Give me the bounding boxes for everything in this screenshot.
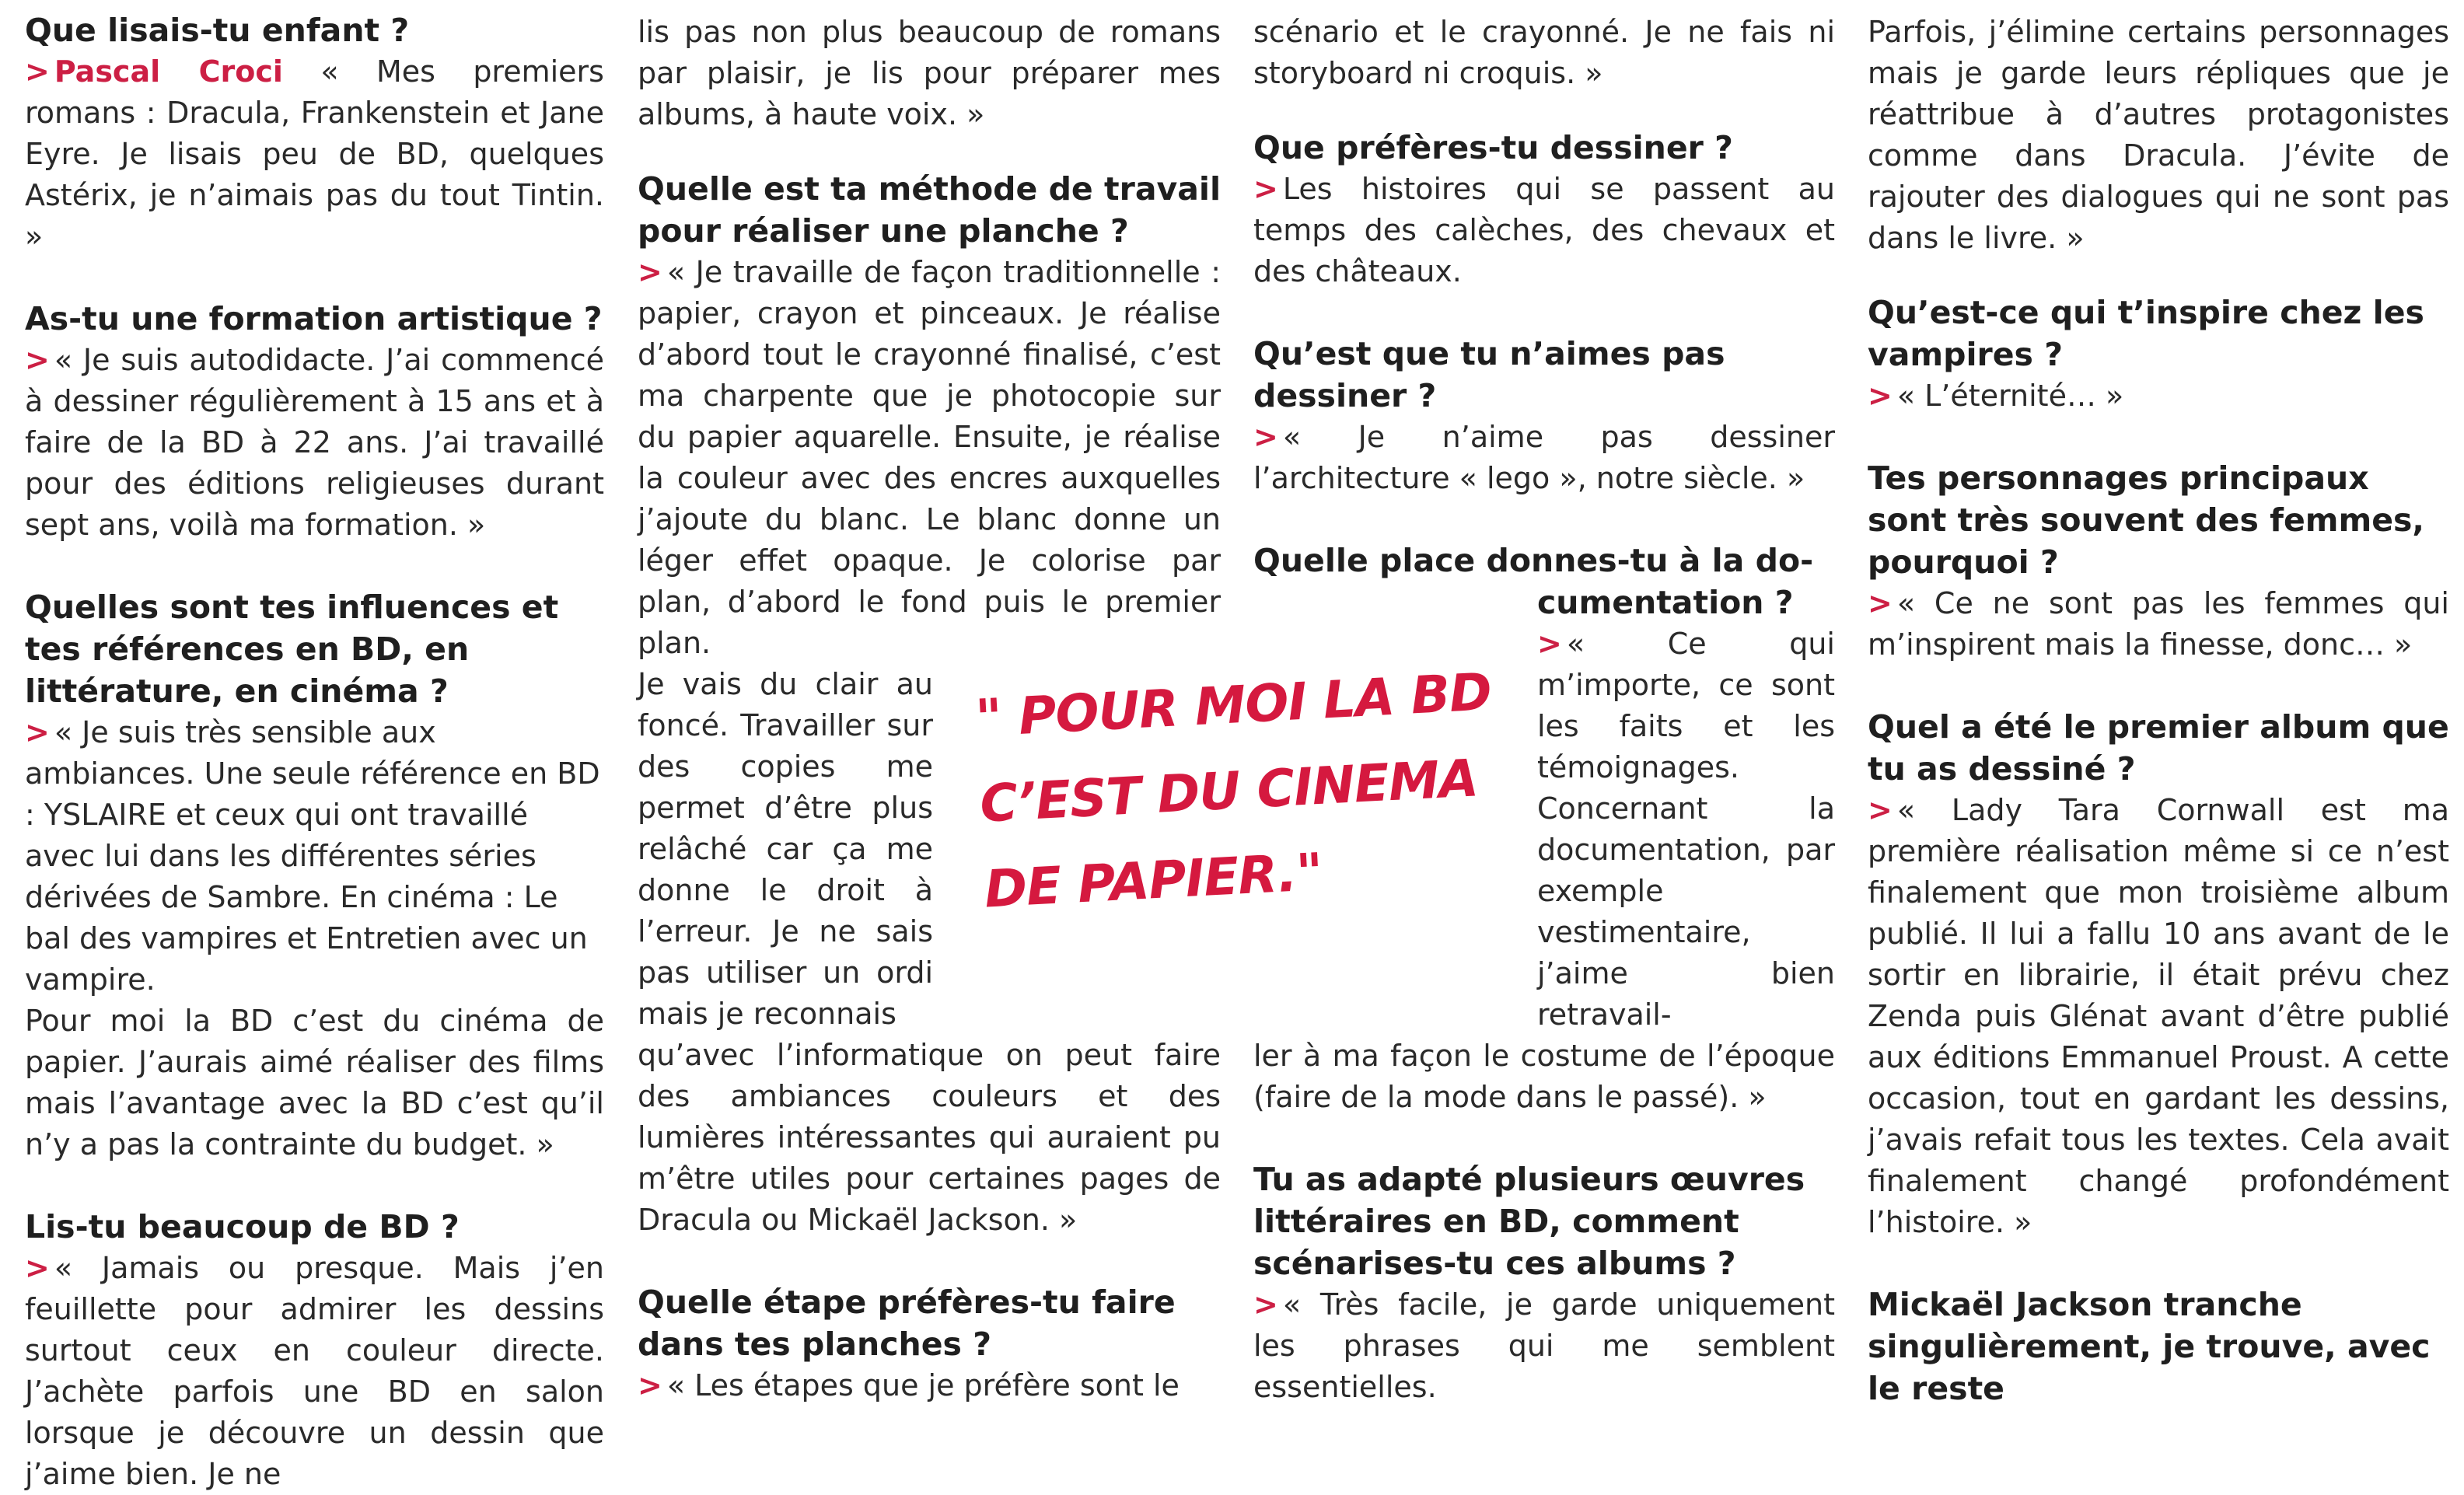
answer-paragraph: > « Lady Tara Cornwall est ma première réalisation même si ce n’est finalement que mon troisième album publié. Il lui a fallu 10 ans avant de le sortir en librairie, il était prévu chez Zenda puis Glénat avant d’être publié aux éditions Emmanuel Proust. A cette occasion, tout en gardant les dessins, j’avais refait tous les textes. Cela avait finalement changé profondément l’histoire. » xyxy=(1868,793,2449,1239)
question-heading: Quelle place donnes-tu à la do- xyxy=(1253,542,1814,579)
question-heading: Tes personnages principaux sont très souvent des femmes, pourquoi ? xyxy=(1868,459,2424,581)
arrow-icon: > xyxy=(1253,172,1278,206)
answer-paragraph: > « Je travaille de façon traditionnelle : papier, crayon et pinceaux. Je réalise d’abord tout le crayonné finalisé, c’est ma charpente que je photocopie sur du papier aquarelle. Ensuite, je réalise la couleur avec des encres auxquelles j’ajoute du blanc. Le blanc donne un léger effet opaque. Je colorise par plan, d’abord le fond puis le premier plan. xyxy=(638,255,1221,660)
answer-paragraph: > « Les étapes que je préfère sont le xyxy=(638,1368,1180,1402)
question-heading: Que lisais-tu enfant ? xyxy=(25,12,410,49)
question-heading: As-tu une formation artistique ? xyxy=(25,300,603,337)
answer-paragraph: > Pascal Croci « Mes premiers romans : Dracula, Frankenstein et Jane Eyre. Je lisais peu de BD, quelques Astérix, je n’aimais pas du tout Tintin. » xyxy=(25,54,604,253)
question-heading: Tu as adapté plusieurs œuvres littéraires en BD, comment scénarises-tu ces albums ? xyxy=(1253,1161,1805,1282)
arrow-icon: > xyxy=(1253,420,1278,454)
arrow-icon: > xyxy=(1868,379,1893,413)
question-heading: Quelle étape préfères-tu faire dans tes planches ? xyxy=(638,1284,1176,1363)
question-heading: Quelles sont tes influences et tes références en BD, en littérature, en cinéma ? xyxy=(25,589,559,710)
answer-paragraph: > « Ce ne sont pas les femmes qui m’inspirent mais la finesse, donc… » xyxy=(1868,586,2449,662)
arrow-icon: > xyxy=(638,1368,662,1402)
answer-paragraph: > « Je suis très sensible aux ambiances. Une seule référence en BD : YSLAIRE et ceux qui ont travaillé avec lui dans les différentes séries dérivées de Sambre. En cinéma : Le bal des vampires et Entretien avec un vampire. xyxy=(25,715,600,997)
answer-paragraph: ler à ma façon le costume de l’époque (faire de la mode dans le passé). » xyxy=(1253,1039,1835,1114)
arrow-icon: > xyxy=(1868,586,1893,620)
pull-quote-line: DE PAPIER." xyxy=(983,841,1324,920)
answer-paragraph: > « Je suis autodidacte. J’ai commencé à dessiner régulièrement à 15 ans et à faire de la BD à 22 ans. J’ai travaillé pour des éditions religieuses durant sept ans, voilà ma formation. » xyxy=(25,343,604,542)
question-heading: Quel a été le premier album que tu as dessiné ? xyxy=(1868,708,2449,788)
answer-paragraph: > « Jamais ou presque. Mais j’en feuillette pour admirer les dessins surtout ceux en couleur directe. J’achète parfois une BD en salon lorsque je découvre un dessin que j’aime bien. Je ne xyxy=(25,1251,604,1491)
question-heading: Qu’est-ce qui t’inspire chez les vampires ? xyxy=(1868,294,2424,373)
question-heading: Que préfères-tu dessiner ? xyxy=(1253,129,1733,166)
column-1 xyxy=(25,0,604,1495)
question-heading: Lis-tu beaucoup de BD ? xyxy=(25,1208,460,1245)
answer-paragraph-narrow: Je vais du clair au foncé. Travailler sur des copies me permet d’être plus relâché car ça me donne le droit à l’erreur. Je ne sais pas utiliser un ordi mais je reconnais xyxy=(638,667,933,1031)
arrow-icon: > xyxy=(25,1251,50,1285)
question-heading-cont: cumentation ? xyxy=(1537,584,1794,621)
answer-continuation: scénario et le crayonné. Je ne fais ni storyboard ni croquis. » xyxy=(1253,15,1835,90)
arrow-icon: > xyxy=(25,715,50,749)
answer-paragraph: > « Très facile, je garde uniquement les phrases qui me semblent essentielles. xyxy=(1253,1287,1835,1404)
answer-paragraph-narrow: > « Ce qui m’importe, ce sont les faits et les témoignages. Concernant la documentation, par exemple vestimentaire, j’aime bien retravail- xyxy=(1537,627,1835,1032)
column-4 xyxy=(1868,0,2449,1409)
answer-paragraph: qu’avec l’informatique on peut faire des ambiances couleurs et des lumières intéressantes qui auraient pu m’être utiles pour certaines pages de Dracula ou Mickaël Jackson. » xyxy=(638,1038,1221,1237)
question-heading: Quelle est ta méthode de travail pour réaliser une planche ? xyxy=(638,170,1221,250)
interviewee-name: Pascal Croci xyxy=(54,54,283,89)
arrow-icon: > xyxy=(638,255,662,289)
answer-paragraph: > Les histoires qui se passent au temps des calèches, des chevaux et des châteaux. xyxy=(1253,172,1835,288)
arrow-icon: > xyxy=(1253,1287,1278,1322)
answer-continuation: Parfois, j’élimine certains personnages mais je garde leurs répliques que je réattribue à d’autres protagonistes comme dans Dracula. J’évite de rajouter des dialogues qui ne sont pas dans le livre. » xyxy=(1868,15,2449,255)
answer-paragraph: > « L’éternité… » xyxy=(1868,379,2124,413)
pull-quote xyxy=(973,647,1546,932)
arrow-icon: > xyxy=(25,54,50,89)
arrow-icon: > xyxy=(1868,793,1893,827)
answer-continuation: lis pas non plus beaucoup de romans par plaisir, je lis pour préparer mes albums, à haute voix. » xyxy=(638,15,1221,131)
arrow-icon: > xyxy=(1537,627,1562,661)
question-heading: Qu’est que tu n’aimes pas dessiner ? xyxy=(1253,335,1725,414)
arrow-icon: > xyxy=(25,343,50,377)
pull-quote-line: C’EST DU CINEMA xyxy=(978,748,1480,834)
pull-quote-line: " POUR MOI LA BD xyxy=(973,662,1493,749)
answer-paragraph: > « Je n’aime pas dessiner l’architecture « lego », notre siècle. » xyxy=(1253,420,1835,495)
question-heading: Mickaël Jackson tranche singulièrement, je trouve, avec le reste xyxy=(1868,1286,2431,1407)
answer-paragraph: Pour moi la BD c’est du cinéma de papier. J’aurais aimé réaliser des films mais l’avantage avec la BD c’est qu’il n’y a pas la contrainte du budget. » xyxy=(25,1004,604,1161)
